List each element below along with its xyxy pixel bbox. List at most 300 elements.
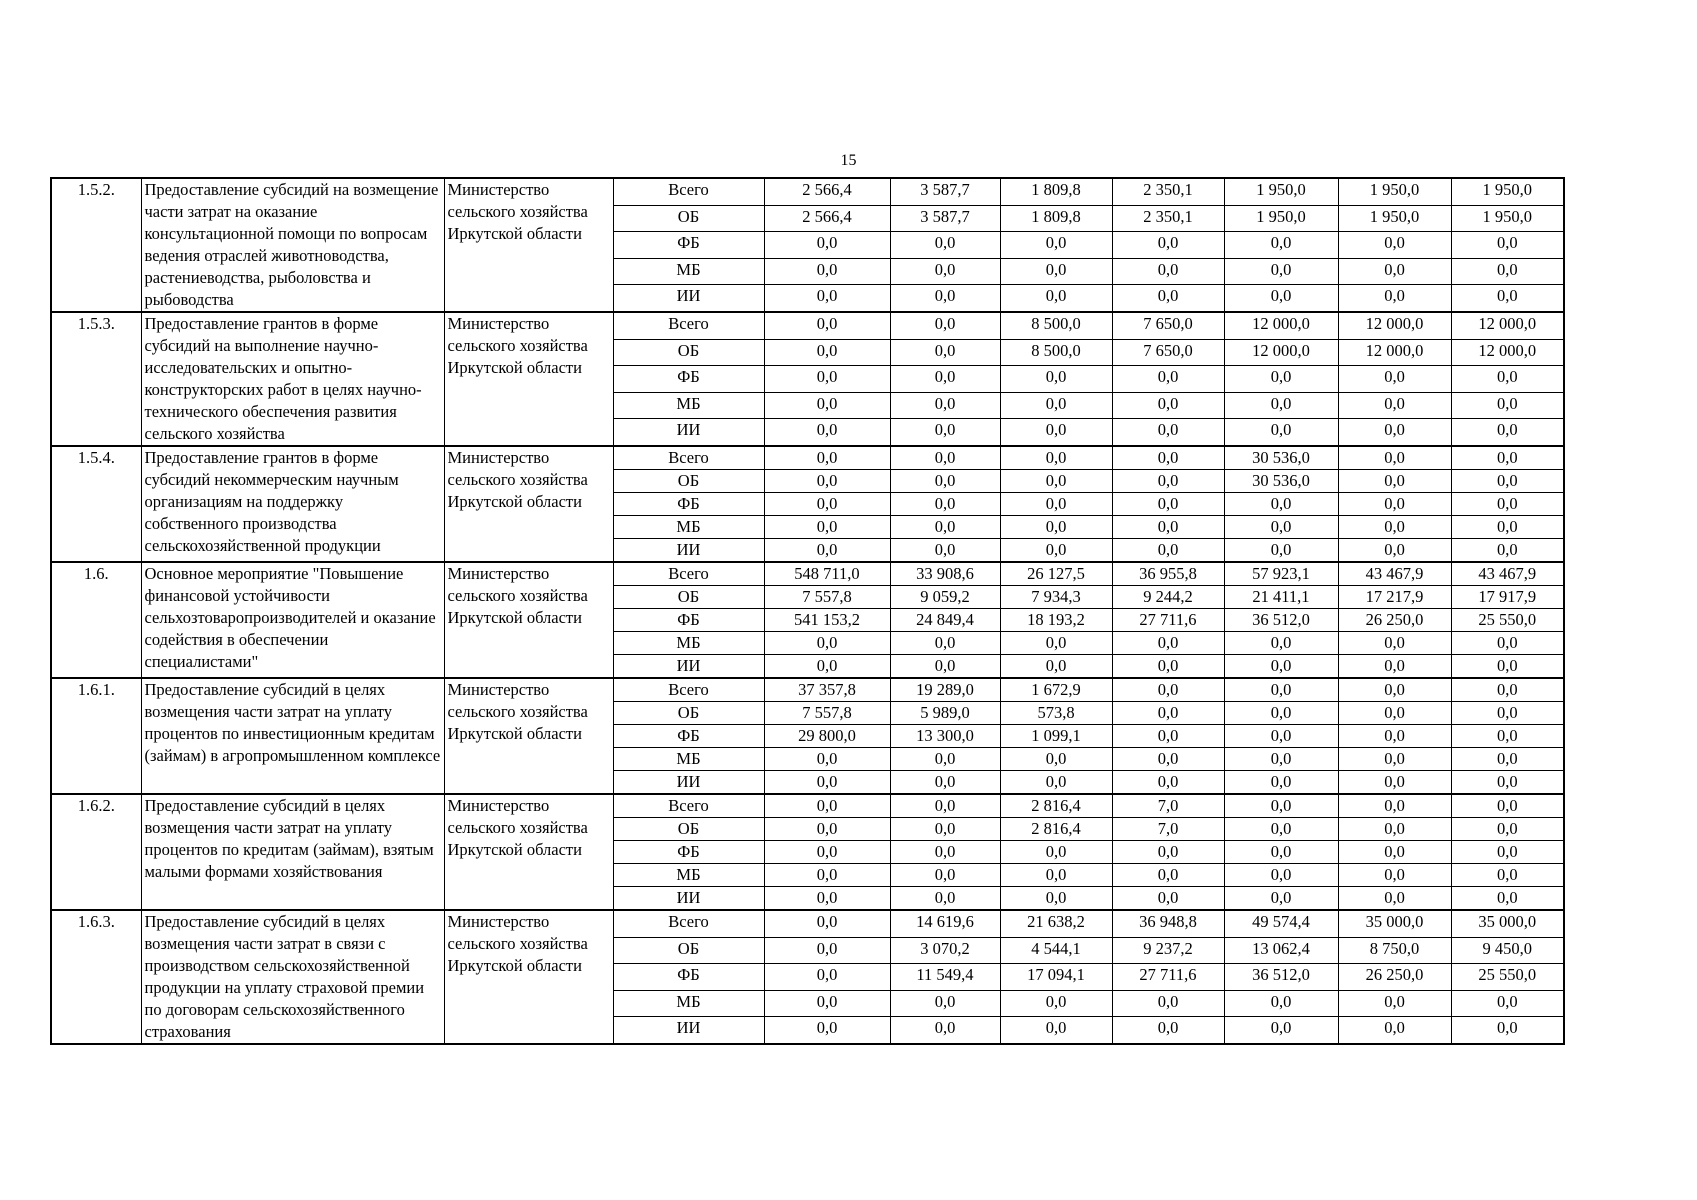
value-cell: 0,0 (1451, 232, 1564, 259)
value-cell: 0,0 (1112, 748, 1224, 771)
value-cell: 0,0 (1338, 748, 1451, 771)
value-cell: 0,0 (1451, 771, 1564, 795)
funding-source: МБ (613, 516, 764, 539)
value-cell: 0,0 (1000, 392, 1112, 419)
funding-source: ОБ (613, 818, 764, 841)
value-cell: 0,0 (890, 493, 1000, 516)
funding-source: ОБ (613, 205, 764, 232)
value-cell: 0,0 (764, 258, 890, 285)
value-cell: 26 127,5 (1000, 562, 1112, 586)
value-cell: 0,0 (1451, 419, 1564, 446)
value-cell: 0,0 (1224, 794, 1338, 818)
value-cell: 0,0 (890, 748, 1000, 771)
item-name: Основное мероприятие "Повышение финансовой устойчивости сельхозтоваропроизводителей и оказание содействия в обеспечении специалистами" (141, 562, 444, 678)
value-cell: 2 816,4 (1000, 794, 1112, 818)
value-cell: 1 950,0 (1224, 205, 1338, 232)
value-cell: 0,0 (764, 864, 890, 887)
funding-source: ИИ (613, 655, 764, 679)
value-cell: 0,0 (890, 818, 1000, 841)
value-cell: 0,0 (1338, 794, 1451, 818)
value-cell: 1 672,9 (1000, 678, 1112, 702)
value-cell: 0,0 (1112, 232, 1224, 259)
table-row (51, 446, 1564, 470)
value-cell: 37 357,8 (764, 678, 890, 702)
item-executor: Министерство сельского хозяйства Иркутской области (444, 446, 613, 562)
value-cell: 0,0 (1000, 232, 1112, 259)
item-executor: Министерство сельского хозяйства Иркутской области (444, 562, 613, 678)
table-row (51, 178, 1564, 205)
item-number: 1.6. (51, 562, 141, 678)
funding-source: Всего (613, 446, 764, 470)
value-cell: 25 550,0 (1451, 609, 1564, 632)
value-cell: 0,0 (1338, 419, 1451, 446)
value-cell: 0,0 (1224, 232, 1338, 259)
value-cell: 0,0 (1224, 702, 1338, 725)
value-cell: 0,0 (1000, 285, 1112, 312)
value-cell: 0,0 (1338, 470, 1451, 493)
value-cell: 2 350,1 (1112, 178, 1224, 205)
funding-source: ИИ (613, 1017, 764, 1044)
value-cell: 0,0 (764, 312, 890, 339)
value-cell: 0,0 (1000, 655, 1112, 679)
value-cell: 0,0 (1224, 392, 1338, 419)
funding-source: ОБ (613, 937, 764, 964)
value-cell: 0,0 (1000, 493, 1112, 516)
value-cell: 1 809,8 (1000, 178, 1112, 205)
value-cell: 7 650,0 (1112, 312, 1224, 339)
value-cell: 0,0 (1451, 392, 1564, 419)
value-cell: 3 587,7 (890, 178, 1000, 205)
funding-source: Всего (613, 562, 764, 586)
value-cell: 0,0 (764, 516, 890, 539)
value-cell: 0,0 (890, 771, 1000, 795)
value-cell: 0,0 (1338, 446, 1451, 470)
table-row (51, 910, 1564, 937)
value-cell: 21 411,1 (1224, 586, 1338, 609)
item-executor: Министерство сельского хозяйства Иркутской области (444, 678, 613, 794)
value-cell: 0,0 (1000, 516, 1112, 539)
item-number: 1.5.3. (51, 312, 141, 446)
value-cell: 26 250,0 (1338, 964, 1451, 991)
value-cell: 49 574,4 (1224, 910, 1338, 937)
value-cell: 0,0 (1224, 258, 1338, 285)
value-cell: 0,0 (890, 446, 1000, 470)
value-cell: 0,0 (1224, 771, 1338, 795)
value-cell: 13 300,0 (890, 725, 1000, 748)
value-cell: 12 000,0 (1224, 339, 1338, 366)
funding-source: Всего (613, 794, 764, 818)
value-cell: 0,0 (1000, 771, 1112, 795)
value-cell: 8 750,0 (1338, 937, 1451, 964)
value-cell: 0,0 (1000, 446, 1112, 470)
value-cell: 0,0 (764, 771, 890, 795)
item-number: 1.6.3. (51, 910, 141, 1044)
value-cell: 0,0 (1000, 887, 1112, 911)
table-group (51, 794, 1564, 910)
value-cell: 0,0 (1451, 493, 1564, 516)
funding-source: МБ (613, 392, 764, 419)
value-cell: 0,0 (1112, 258, 1224, 285)
value-cell: 0,0 (890, 864, 1000, 887)
funding-source: МБ (613, 748, 764, 771)
value-cell: 0,0 (890, 655, 1000, 679)
value-cell: 0,0 (1224, 841, 1338, 864)
item-name: Предоставление субсидий в целях возмещения части затрат на уплату процентов по инвестиционным кредитам (займам) в агропромышленном комплексе (141, 678, 444, 794)
value-cell: 0,0 (1224, 887, 1338, 911)
value-cell: 0,0 (890, 539, 1000, 563)
value-cell: 0,0 (1338, 725, 1451, 748)
value-cell: 0,0 (1451, 446, 1564, 470)
value-cell: 0,0 (890, 887, 1000, 911)
item-number: 1.6.2. (51, 794, 141, 910)
value-cell: 0,0 (764, 446, 890, 470)
value-cell: 1 950,0 (1451, 178, 1564, 205)
value-cell: 0,0 (1224, 748, 1338, 771)
value-cell: 0,0 (764, 818, 890, 841)
value-cell: 0,0 (1000, 366, 1112, 393)
value-cell: 3 070,2 (890, 937, 1000, 964)
value-cell: 0,0 (1112, 990, 1224, 1017)
value-cell: 0,0 (1224, 366, 1338, 393)
value-cell: 9 244,2 (1112, 586, 1224, 609)
value-cell: 0,0 (1338, 366, 1451, 393)
value-cell: 17 217,9 (1338, 586, 1451, 609)
value-cell: 0,0 (1112, 841, 1224, 864)
funding-source: ФБ (613, 964, 764, 991)
value-cell: 0,0 (764, 794, 890, 818)
value-cell: 0,0 (764, 887, 890, 911)
value-cell: 0,0 (764, 1017, 890, 1044)
value-cell: 541 153,2 (764, 609, 890, 632)
funding-source: Всего (613, 678, 764, 702)
value-cell: 0,0 (764, 285, 890, 312)
value-cell: 573,8 (1000, 702, 1112, 725)
value-cell: 17 917,9 (1451, 586, 1564, 609)
value-cell: 0,0 (1451, 366, 1564, 393)
value-cell: 24 849,4 (890, 609, 1000, 632)
value-cell: 0,0 (1451, 990, 1564, 1017)
value-cell: 18 193,2 (1000, 609, 1112, 632)
value-cell: 0,0 (1451, 794, 1564, 818)
funding-source: ОБ (613, 339, 764, 366)
value-cell: 0,0 (1338, 678, 1451, 702)
value-cell: 0,0 (1000, 539, 1112, 563)
value-cell: 30 536,0 (1224, 446, 1338, 470)
value-cell: 0,0 (1338, 990, 1451, 1017)
value-cell: 12 000,0 (1338, 312, 1451, 339)
value-cell: 43 467,9 (1451, 562, 1564, 586)
value-cell: 0,0 (1224, 864, 1338, 887)
value-cell: 0,0 (1224, 725, 1338, 748)
value-cell: 0,0 (764, 910, 890, 937)
value-cell: 0,0 (1338, 258, 1451, 285)
item-executor: Министерство сельского хозяйства Иркутской области (444, 178, 613, 312)
value-cell: 0,0 (1451, 258, 1564, 285)
value-cell: 0,0 (890, 990, 1000, 1017)
value-cell: 0,0 (890, 419, 1000, 446)
funding-source: МБ (613, 258, 764, 285)
value-cell: 35 000,0 (1338, 910, 1451, 937)
table-row (51, 794, 1564, 818)
value-cell: 0,0 (1338, 632, 1451, 655)
value-cell: 36 512,0 (1224, 609, 1338, 632)
value-cell: 1 950,0 (1224, 178, 1338, 205)
value-cell: 9 237,2 (1112, 937, 1224, 964)
item-executor: Министерство сельского хозяйства Иркутской области (444, 794, 613, 910)
value-cell: 0,0 (1224, 632, 1338, 655)
value-cell: 17 094,1 (1000, 964, 1112, 991)
item-name: Предоставление субсидий в целях возмещения части затрат на уплату процентов по кредитам (займам), взятым малыми формами хозяйствования (141, 794, 444, 910)
value-cell: 0,0 (1451, 818, 1564, 841)
value-cell: 0,0 (890, 366, 1000, 393)
value-cell: 0,0 (890, 232, 1000, 259)
funding-source: ФБ (613, 366, 764, 393)
value-cell: 35 000,0 (1451, 910, 1564, 937)
value-cell: 0,0 (1338, 655, 1451, 679)
item-executor: Министерство сельского хозяйства Иркутской области (444, 312, 613, 446)
value-cell: 2 350,1 (1112, 205, 1224, 232)
value-cell: 0,0 (1451, 887, 1564, 911)
funding-source: ИИ (613, 887, 764, 911)
value-cell: 0,0 (1451, 539, 1564, 563)
value-cell: 11 549,4 (890, 964, 1000, 991)
item-name: Предоставление субсидий в целях возмещения части затрат в связи с производством сельскохозяйственной продукции на уплату страховой премии по договорам сельскохозяйственного страхования (141, 910, 444, 1044)
value-cell: 1 950,0 (1338, 205, 1451, 232)
value-cell: 0,0 (1224, 419, 1338, 446)
value-cell: 0,0 (890, 1017, 1000, 1044)
value-cell: 0,0 (1224, 285, 1338, 312)
value-cell: 2 816,4 (1000, 818, 1112, 841)
item-name: Предоставление субсидий на возмещение части затрат на оказание консультационной помощи по вопросам ведения отраслей животноводства, растениеводства, рыболовства и рыбоводства (141, 178, 444, 312)
value-cell: 9 059,2 (890, 586, 1000, 609)
value-cell: 0,0 (1000, 632, 1112, 655)
value-cell: 0,0 (764, 392, 890, 419)
value-cell: 0,0 (1112, 539, 1224, 563)
value-cell: 0,0 (1338, 887, 1451, 911)
value-cell: 1 950,0 (1338, 178, 1451, 205)
funding-source: ИИ (613, 419, 764, 446)
value-cell: 36 955,8 (1112, 562, 1224, 586)
value-cell: 0,0 (1451, 516, 1564, 539)
value-cell: 1 950,0 (1451, 205, 1564, 232)
value-cell: 0,0 (764, 493, 890, 516)
value-cell: 8 500,0 (1000, 312, 1112, 339)
value-cell: 0,0 (1451, 655, 1564, 679)
value-cell: 0,0 (1112, 516, 1224, 539)
value-cell: 0,0 (764, 655, 890, 679)
table-group (51, 178, 1564, 312)
value-cell: 0,0 (764, 937, 890, 964)
value-cell: 0,0 (1224, 678, 1338, 702)
value-cell: 0,0 (1112, 632, 1224, 655)
value-cell: 0,0 (1451, 285, 1564, 312)
item-number: 1.6.1. (51, 678, 141, 794)
value-cell: 0,0 (1338, 818, 1451, 841)
value-cell: 26 250,0 (1338, 609, 1451, 632)
value-cell: 0,0 (1451, 702, 1564, 725)
value-cell: 0,0 (764, 339, 890, 366)
value-cell: 0,0 (1112, 655, 1224, 679)
value-cell: 33 908,6 (890, 562, 1000, 586)
value-cell: 0,0 (1338, 702, 1451, 725)
value-cell: 0,0 (1224, 539, 1338, 563)
value-cell: 0,0 (1000, 470, 1112, 493)
value-cell: 0,0 (1112, 285, 1224, 312)
value-cell: 7,0 (1112, 818, 1224, 841)
value-cell: 29 800,0 (764, 725, 890, 748)
value-cell: 0,0 (890, 392, 1000, 419)
value-cell: 0,0 (1000, 258, 1112, 285)
value-cell: 0,0 (1451, 725, 1564, 748)
value-cell: 0,0 (1338, 516, 1451, 539)
value-cell: 0,0 (764, 539, 890, 563)
funding-source: ОБ (613, 586, 764, 609)
value-cell: 2 566,4 (764, 178, 890, 205)
value-cell: 5 989,0 (890, 702, 1000, 725)
value-cell: 21 638,2 (1000, 910, 1112, 937)
value-cell: 0,0 (1451, 1017, 1564, 1044)
value-cell: 0,0 (1112, 392, 1224, 419)
value-cell: 0,0 (890, 339, 1000, 366)
value-cell: 0,0 (1224, 818, 1338, 841)
funding-source: ФБ (613, 493, 764, 516)
funding-source: Всего (613, 178, 764, 205)
value-cell: 0,0 (1224, 655, 1338, 679)
value-cell: 43 467,9 (1338, 562, 1451, 586)
value-cell: 0,0 (1112, 864, 1224, 887)
funding-source: ИИ (613, 539, 764, 563)
value-cell: 0,0 (764, 470, 890, 493)
value-cell: 0,0 (890, 632, 1000, 655)
funding-source: ФБ (613, 232, 764, 259)
item-name: Предоставление грантов в форме субсидий на выполнение научно-исследовательских и опытно-конструкторских работ в целях научно-технического обеспечения развития сельского хозяйства (141, 312, 444, 446)
table-group (51, 446, 1564, 562)
value-cell: 27 711,6 (1112, 609, 1224, 632)
funding-source: ФБ (613, 609, 764, 632)
value-cell: 0,0 (1112, 493, 1224, 516)
value-cell: 25 550,0 (1451, 964, 1564, 991)
funding-source: МБ (613, 632, 764, 655)
value-cell: 548 711,0 (764, 562, 890, 586)
value-cell: 0,0 (1112, 887, 1224, 911)
value-cell: 9 450,0 (1451, 937, 1564, 964)
value-cell: 0,0 (1112, 771, 1224, 795)
value-cell: 8 500,0 (1000, 339, 1112, 366)
value-cell: 36 948,8 (1112, 910, 1224, 937)
value-cell: 0,0 (1000, 419, 1112, 446)
table-group (51, 312, 1564, 446)
value-cell: 0,0 (1451, 841, 1564, 864)
table-group (51, 562, 1564, 678)
value-cell: 0,0 (1112, 678, 1224, 702)
item-name: Предоставление грантов в форме субсидий некоммерческим научным организациям на поддержку собственного производства сельскохозяйственной продукции (141, 446, 444, 562)
value-cell: 0,0 (764, 841, 890, 864)
value-cell: 2 566,4 (764, 205, 890, 232)
table-row (51, 678, 1564, 702)
value-cell: 0,0 (1338, 864, 1451, 887)
value-cell: 57 923,1 (1224, 562, 1338, 586)
value-cell: 0,0 (764, 232, 890, 259)
value-cell: 0,0 (1112, 366, 1224, 393)
value-cell: 0,0 (1224, 516, 1338, 539)
value-cell: 0,0 (1338, 1017, 1451, 1044)
value-cell: 0,0 (1338, 841, 1451, 864)
value-cell: 0,0 (1000, 748, 1112, 771)
item-executor: Министерство сельского хозяйства Иркутской области (444, 910, 613, 1044)
value-cell: 27 711,6 (1112, 964, 1224, 991)
value-cell: 0,0 (890, 312, 1000, 339)
value-cell: 0,0 (1112, 725, 1224, 748)
value-cell: 0,0 (1338, 392, 1451, 419)
table-row (51, 562, 1564, 586)
value-cell: 0,0 (1451, 632, 1564, 655)
value-cell: 0,0 (1224, 1017, 1338, 1044)
value-cell: 7 557,8 (764, 586, 890, 609)
funding-source: Всего (613, 312, 764, 339)
value-cell: 0,0 (1338, 285, 1451, 312)
value-cell: 3 587,7 (890, 205, 1000, 232)
value-cell: 0,0 (890, 516, 1000, 539)
value-cell: 0,0 (890, 285, 1000, 312)
value-cell: 1 809,8 (1000, 205, 1112, 232)
value-cell: 0,0 (1451, 864, 1564, 887)
page-number: 15 (840, 152, 857, 169)
value-cell: 0,0 (1112, 470, 1224, 493)
table-group (51, 678, 1564, 794)
value-cell: 0,0 (1338, 539, 1451, 563)
value-cell: 0,0 (764, 964, 890, 991)
item-number: 1.5.4. (51, 446, 141, 562)
value-cell: 0,0 (1000, 1017, 1112, 1044)
value-cell: 14 619,6 (890, 910, 1000, 937)
value-cell: 0,0 (1000, 841, 1112, 864)
funding-source: МБ (613, 990, 764, 1017)
item-number: 1.5.2. (51, 178, 141, 312)
value-cell: 0,0 (1451, 678, 1564, 702)
value-cell: 0,0 (764, 366, 890, 393)
table-group (51, 910, 1564, 1044)
value-cell: 12 000,0 (1451, 312, 1564, 339)
value-cell: 0,0 (1112, 446, 1224, 470)
value-cell: 7 650,0 (1112, 339, 1224, 366)
value-cell: 0,0 (1112, 419, 1224, 446)
value-cell: 1 099,1 (1000, 725, 1112, 748)
funding-source: ОБ (613, 470, 764, 493)
value-cell: 0,0 (890, 470, 1000, 493)
value-cell: 7 557,8 (764, 702, 890, 725)
funding-source: ФБ (613, 841, 764, 864)
value-cell: 0,0 (764, 748, 890, 771)
funding-source: Всего (613, 910, 764, 937)
value-cell: 0,0 (764, 419, 890, 446)
value-cell: 12 000,0 (1338, 339, 1451, 366)
value-cell: 36 512,0 (1224, 964, 1338, 991)
funding-source: МБ (613, 864, 764, 887)
value-cell: 0,0 (1338, 232, 1451, 259)
value-cell: 13 062,4 (1224, 937, 1338, 964)
value-cell: 0,0 (890, 258, 1000, 285)
value-cell: 0,0 (1112, 1017, 1224, 1044)
value-cell: 0,0 (1451, 748, 1564, 771)
value-cell: 0,0 (1338, 493, 1451, 516)
value-cell: 19 289,0 (890, 678, 1000, 702)
value-cell: 4 544,1 (1000, 937, 1112, 964)
value-cell: 12 000,0 (1224, 312, 1338, 339)
table-row (51, 312, 1564, 339)
value-cell: 0,0 (890, 794, 1000, 818)
value-cell: 0,0 (764, 990, 890, 1017)
value-cell: 12 000,0 (1451, 339, 1564, 366)
